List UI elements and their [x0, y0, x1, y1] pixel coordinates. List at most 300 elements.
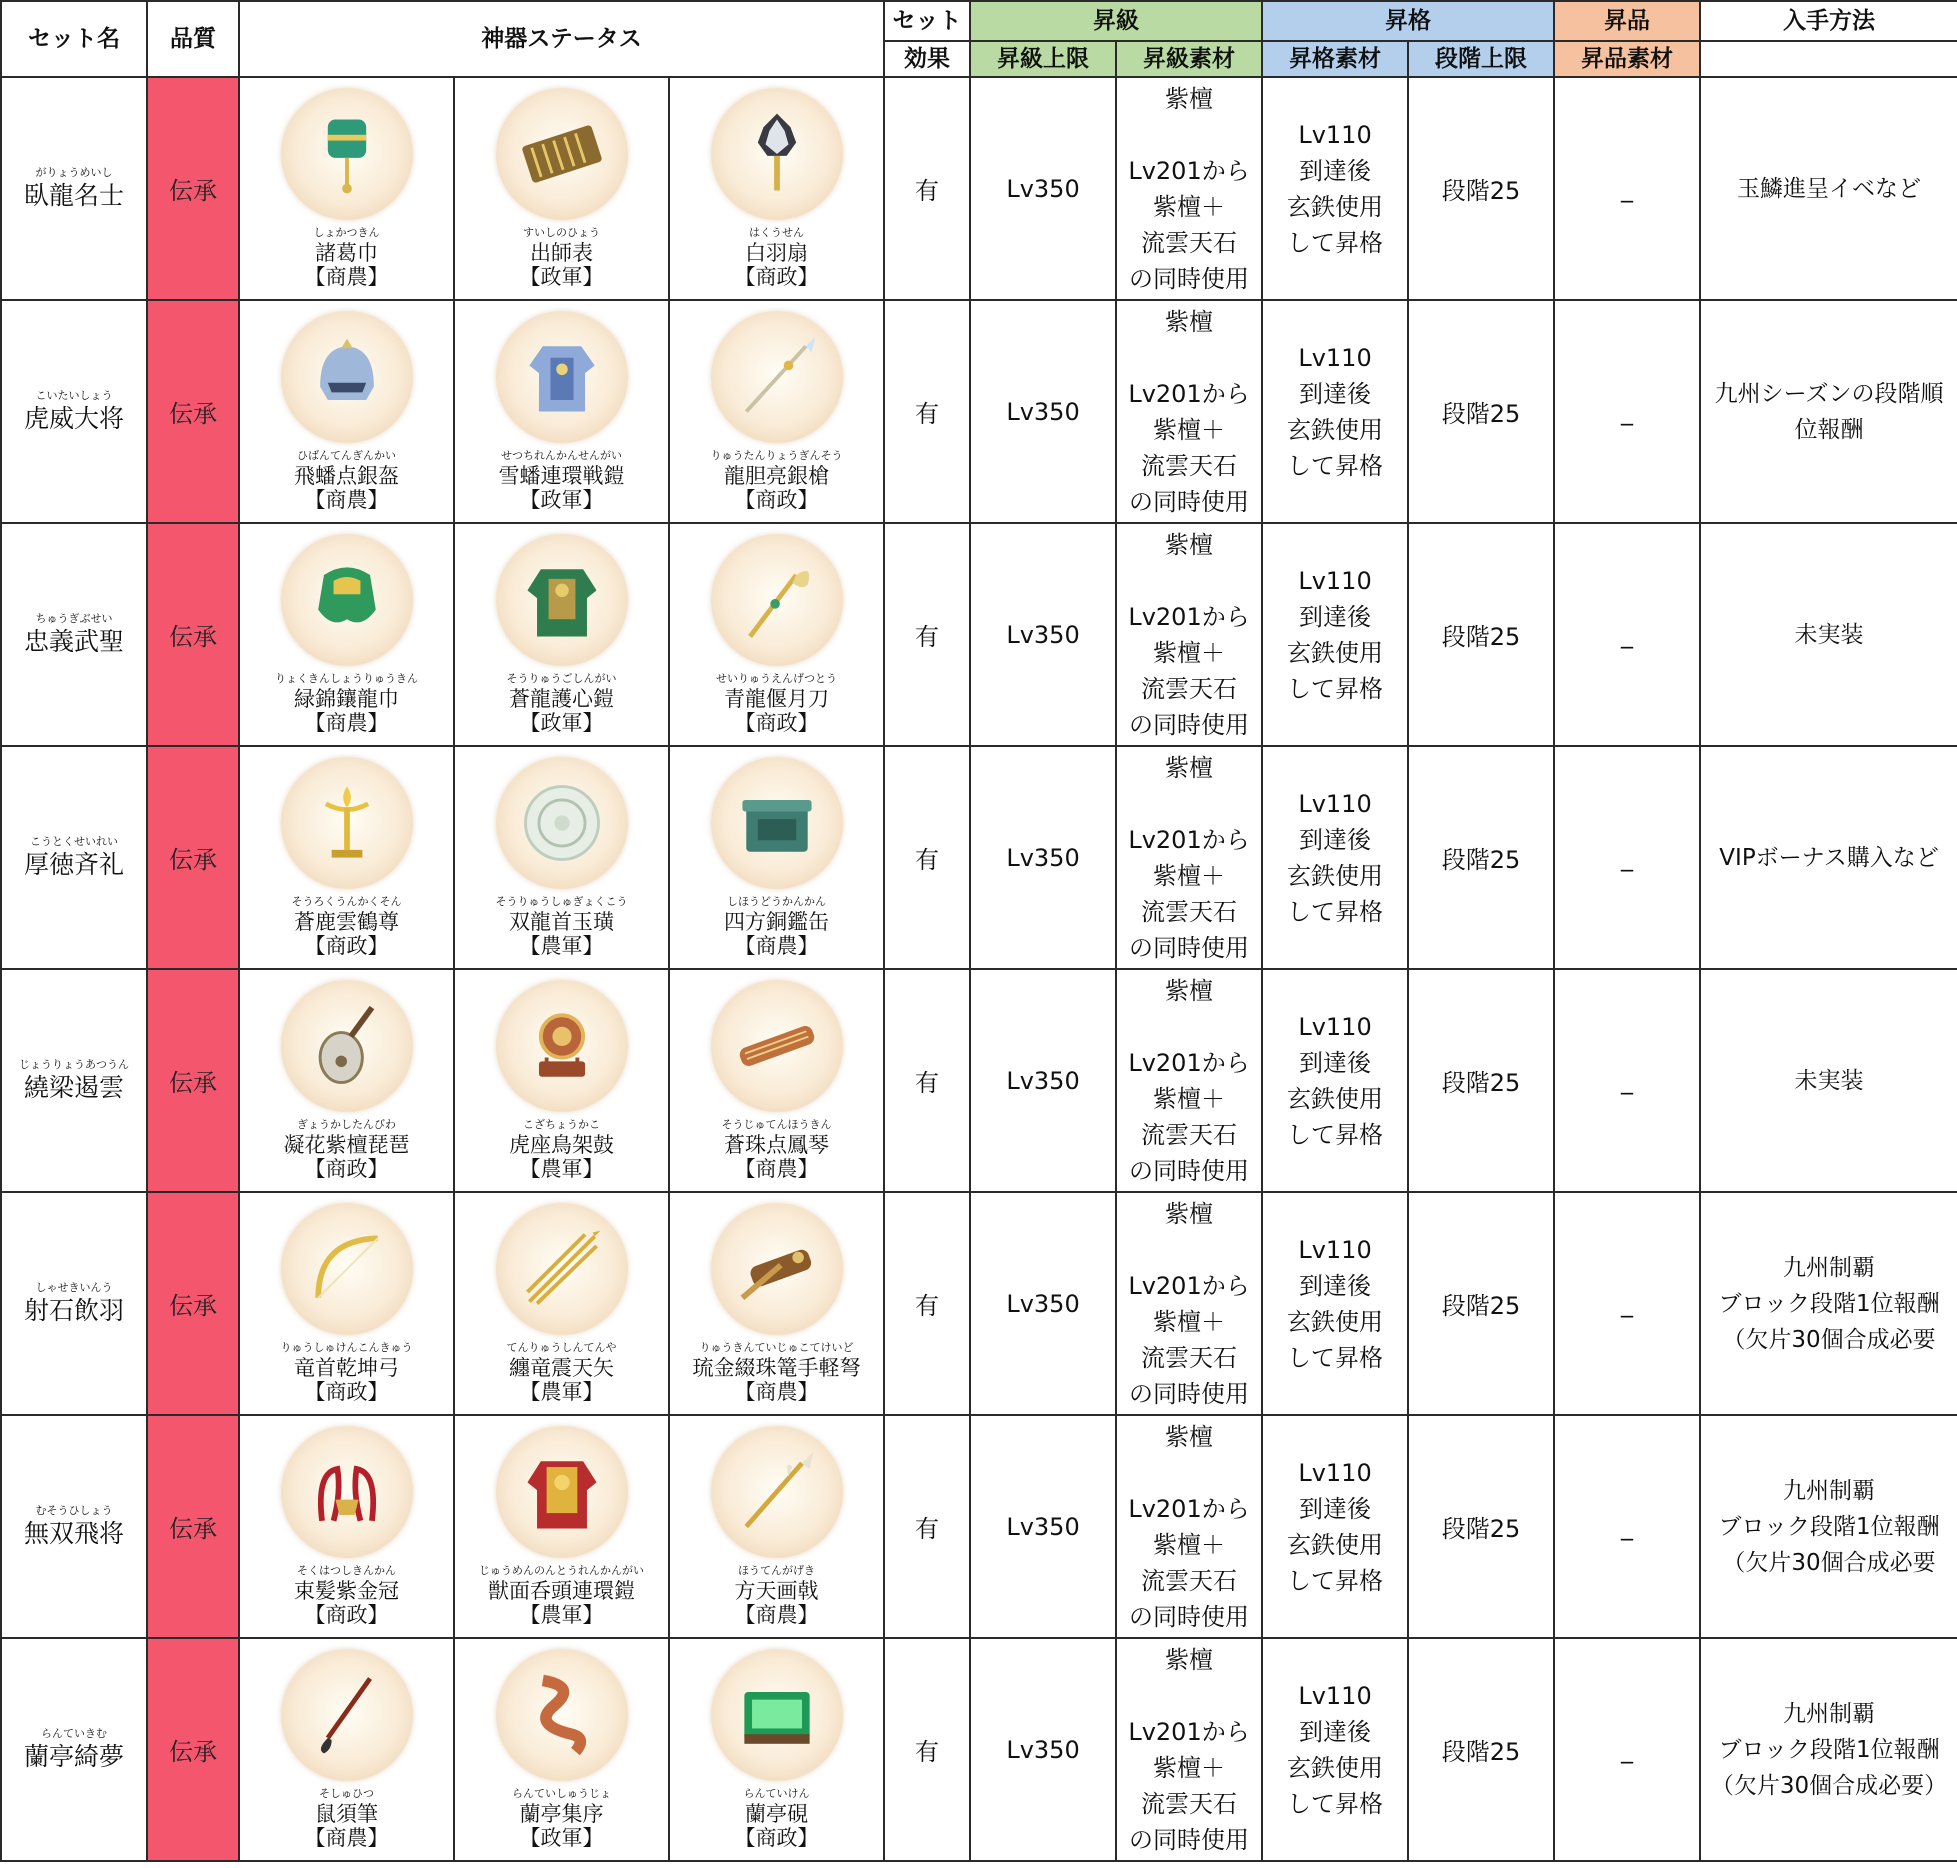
artifact-class: 【商政】 — [734, 1826, 819, 1850]
upgrade-material-cell — [1116, 1415, 1262, 1638]
obtain-line: （欠片30個合成必要 — [1722, 1549, 1936, 1576]
promo-line: 玄鉄使用 — [1287, 638, 1384, 667]
obtain-cell — [1700, 1415, 1957, 1638]
artifact-class: 【農軍】 — [519, 1603, 604, 1627]
artifact-name: 飛蟠点銀盔 — [294, 464, 399, 488]
promo-line: 到達後 — [1299, 1717, 1372, 1746]
gold-armor-icon — [496, 1426, 628, 1558]
artifact-cell — [669, 1192, 884, 1415]
artifact-name: 青龍偃月刀 — [724, 687, 830, 711]
set-name: 蘭亭綺夢 — [23, 1742, 124, 1771]
artifact-cell — [239, 523, 454, 746]
material-line: 紫檀＋ — [1153, 1753, 1226, 1782]
promo-line: 玄鉄使用 — [1287, 192, 1384, 221]
header-promote-material: 昇格素材 — [1262, 41, 1408, 77]
artifact-ruby: せいりゅうえんげつとう — [716, 672, 838, 685]
set-effect-cell: 有 — [884, 1192, 970, 1415]
artifact-cell — [454, 300, 669, 523]
upgrade-cap-cell: Lv350 — [970, 77, 1116, 300]
artifact-ruby: てんりゅうしんてんや — [506, 1341, 617, 1354]
set-name-ruby: らんていきむ — [41, 1727, 107, 1740]
obtain-line: 未実装 — [1794, 621, 1864, 648]
obtain-line: VIPボーナス購入など — [1719, 844, 1939, 871]
obtain-line: 九州制覇 — [1783, 1700, 1876, 1727]
artifact-cell — [669, 1638, 884, 1861]
artifact-cell — [239, 1638, 454, 1861]
material-line: 紫檀＋ — [1153, 192, 1226, 221]
artifact-ruby: しょかつきん — [313, 226, 380, 239]
table-row — [1, 1638, 1957, 1861]
material-line: 流雲天石 — [1141, 1566, 1238, 1595]
feather-fan-icon — [711, 88, 843, 220]
promote-material-cell — [1262, 1415, 1408, 1638]
promo-line: して昇格 — [1287, 897, 1384, 926]
upgrade-cap-cell: Lv350 — [970, 746, 1116, 969]
material-line: 紫檀 — [1165, 753, 1214, 782]
material-line: 紫檀 — [1165, 1199, 1214, 1228]
refine-material-cell: _ — [1554, 77, 1700, 300]
artifact-name: 龍胆亮銀槍 — [724, 464, 830, 488]
artifact-ruby: らんていけん — [743, 1787, 810, 1800]
obtain-cell — [1700, 300, 1957, 523]
green-hat-icon — [281, 88, 413, 220]
set-name-ruby: しゃせきいんう — [35, 1281, 113, 1294]
table-row — [1, 523, 1957, 746]
obtain-line: （欠片30個合成必要） — [1710, 1772, 1948, 1799]
header-obtain-blank — [1700, 41, 1957, 77]
artifact-class: 【商農】 — [304, 711, 389, 735]
artifact-ruby: ほうてんがげき — [738, 1564, 816, 1577]
artifact-cell — [669, 969, 884, 1192]
promo-line: 到達後 — [1299, 602, 1372, 631]
zither-icon — [711, 980, 843, 1112]
artifact-ruby: ひばんてんぎんかい — [297, 449, 396, 462]
upgrade-cap-cell: Lv350 — [970, 1638, 1116, 1861]
promo-line: 到達後 — [1299, 1048, 1372, 1077]
obtain-cell — [1700, 77, 1957, 300]
refine-material-cell: _ — [1554, 1415, 1700, 1638]
artifact-ruby: はくうせん — [749, 226, 805, 239]
obtain-cell — [1700, 746, 1957, 969]
material-line: 流雲天石 — [1141, 451, 1238, 480]
set-name-ruby: こいたいしょう — [35, 389, 113, 402]
promo-line: 到達後 — [1299, 825, 1372, 854]
obtain-line: 位報酬 — [1794, 416, 1864, 443]
inkstone-icon — [711, 1649, 843, 1781]
artifact-name: 蒼珠点鳳琴 — [724, 1133, 830, 1157]
artifact-name: 蘭亭集序 — [519, 1802, 604, 1826]
obtain-line: （欠片30個合成必要 — [1722, 1326, 1936, 1353]
set-name: 繞梁遏雲 — [23, 1073, 124, 1102]
upgrade-material-cell — [1116, 746, 1262, 969]
material-line: の同時使用 — [1129, 487, 1250, 516]
artifact-class: 【農軍】 — [519, 1157, 604, 1181]
promo-line: Lv110 — [1298, 1458, 1372, 1487]
artifact-ruby: りゅうたんりょうぎんそう — [710, 449, 843, 462]
table-row — [1, 1192, 1957, 1415]
promo-line: して昇格 — [1287, 1120, 1384, 1149]
header-upgrade: 昇級 — [970, 1, 1262, 41]
material-line: 紫檀 — [1165, 307, 1214, 336]
set-name-cell — [1, 77, 147, 300]
promo-line: Lv110 — [1298, 1012, 1372, 1041]
artifact-cell — [239, 746, 454, 969]
artifact-class: 【商政】 — [734, 711, 819, 735]
header-obtain: 入手方法 — [1700, 1, 1957, 41]
artifact-class: 【政軍】 — [519, 1826, 604, 1850]
artifact-cell — [454, 1638, 669, 1861]
artifact-ruby: りょくきんしょうりゅうきん — [275, 672, 418, 685]
upgrade-cap-cell: Lv350 — [970, 523, 1116, 746]
artifact-ruby: ぎょうかしたんびわ — [297, 1118, 396, 1131]
material-line: 紫檀＋ — [1153, 638, 1226, 667]
set-effect-cell: 有 — [884, 1638, 970, 1861]
set-name: 射石飲羽 — [23, 1296, 124, 1325]
material-line: の同時使用 — [1129, 1156, 1250, 1185]
golden-vessel-icon — [281, 757, 413, 889]
promote-material-cell — [1262, 1192, 1408, 1415]
promo-line: Lv110 — [1298, 343, 1372, 372]
promo-line: 玄鉄使用 — [1287, 1307, 1384, 1336]
material-line: Lv201から — [1128, 1494, 1250, 1523]
material-line: 紫檀 — [1165, 976, 1214, 1005]
upgrade-material-cell — [1116, 1192, 1262, 1415]
upgrade-material-cell — [1116, 1638, 1262, 1861]
stage-cap-cell: 段階25 — [1408, 1192, 1554, 1415]
artifact-name: 蒼鹿雲鶴尊 — [294, 910, 399, 934]
set-name-cell — [1, 1638, 147, 1861]
artifact-cell — [669, 1415, 884, 1638]
upgrade-material-cell — [1116, 77, 1262, 300]
helmet-icon — [281, 311, 413, 443]
material-line: 紫檀 — [1165, 530, 1214, 559]
material-line: 流雲天石 — [1141, 1343, 1238, 1372]
spear-icon — [711, 311, 843, 443]
obtain-line: ブロック段階1位報酬 — [1718, 1736, 1940, 1763]
artifact-ruby: しほうどうかんかん — [727, 895, 827, 908]
artifact-cell — [669, 746, 884, 969]
artifact-ruby: りゅうしゅけんこんきゅう — [280, 1341, 413, 1354]
stage-cap-cell: 段階25 — [1408, 1638, 1554, 1861]
artifact-name: 出師表 — [530, 241, 593, 265]
set-name-cell — [1, 523, 147, 746]
material-line: 紫檀＋ — [1153, 1084, 1226, 1113]
header-set-name: セット名 — [1, 1, 147, 77]
table-row — [1, 77, 1957, 300]
drum-icon — [496, 980, 628, 1112]
artifact-name: 琉金綴珠篭手軽弩 — [692, 1356, 861, 1380]
artifact-class: 【政軍】 — [519, 711, 604, 735]
header-refine: 昇品 — [1554, 1, 1700, 41]
brush-icon — [281, 1649, 413, 1781]
set-name-cell — [1, 969, 147, 1192]
artifact-name: 蒼龍護心鎧 — [509, 687, 614, 711]
promote-material-cell — [1262, 746, 1408, 969]
material-line: の同時使用 — [1129, 1379, 1250, 1408]
crossbow-icon — [711, 1203, 843, 1335]
jade-disc-icon — [496, 757, 628, 889]
material-line: Lv201から — [1128, 156, 1250, 185]
quality-cell: 伝承 — [147, 969, 239, 1192]
artifact-ruby: そうりゅうごしんがい — [506, 672, 617, 685]
material-line: の同時使用 — [1129, 933, 1250, 962]
promo-line: 到達後 — [1299, 1271, 1372, 1300]
artifact-class: 【商政】 — [734, 488, 819, 512]
set-name-ruby: こうとくせいれい — [30, 835, 118, 848]
promo-line: Lv110 — [1298, 789, 1372, 818]
bow-icon — [281, 1203, 413, 1335]
artifact-cell — [669, 523, 884, 746]
artifact-name: 方天画戟 — [734, 1579, 819, 1603]
artifact-cell — [239, 1192, 454, 1415]
material-line: Lv201から — [1128, 1271, 1250, 1300]
obtain-line: 九州シーズンの段階順 — [1714, 380, 1944, 407]
promo-line: して昇格 — [1287, 451, 1384, 480]
set-name: 虎威大将 — [23, 404, 124, 433]
material-line: 流雲天石 — [1141, 897, 1238, 926]
set-name-ruby: じょうりょうあつうん — [19, 1058, 129, 1071]
header-upgrade-cap: 昇級上限 — [970, 41, 1116, 77]
artifact-ruby: すいしのひょう — [523, 226, 600, 239]
table-row — [1, 300, 1957, 523]
artifact-cell — [669, 77, 884, 300]
quality-cell: 伝承 — [147, 1638, 239, 1861]
set-name-ruby: ちゅうぎぶせい — [35, 612, 113, 625]
promo-line: して昇格 — [1287, 228, 1384, 257]
obtain-line: 玉鱗進呈イベなど — [1737, 175, 1922, 202]
set-effect-cell: 有 — [884, 523, 970, 746]
upgrade-cap-cell: Lv350 — [970, 969, 1116, 1192]
armor-icon — [496, 311, 628, 443]
material-line: Lv201から — [1128, 1717, 1250, 1746]
artifact-ruby: そうじゅてんほうきん — [721, 1118, 832, 1131]
artifact-cell — [454, 523, 669, 746]
promote-material-cell — [1262, 523, 1408, 746]
green-armor-icon — [496, 534, 628, 666]
artifact-class: 【商政】 — [304, 1157, 389, 1181]
upgrade-cap-cell: Lv350 — [970, 1192, 1116, 1415]
material-line: 流雲天石 — [1141, 1789, 1238, 1818]
stage-cap-cell: 段階25 — [1408, 1415, 1554, 1638]
obtain-cell — [1700, 969, 1957, 1192]
artifact-name: 緑錦鑲龍巾 — [294, 687, 399, 711]
set-name: 厚徳斉礼 — [23, 850, 124, 879]
stage-cap-cell: 段階25 — [1408, 77, 1554, 300]
table-row — [1, 969, 1957, 1192]
obtain-line: 未実装 — [1794, 1067, 1864, 1094]
artifact-name: 雪蟠連環戦鎧 — [498, 464, 625, 488]
promo-line: Lv110 — [1298, 566, 1372, 595]
material-line: 紫檀＋ — [1153, 415, 1226, 444]
promote-material-cell — [1262, 969, 1408, 1192]
set-name-ruby: がりょうめいし — [35, 166, 113, 179]
set-name: 臥龍名士 — [23, 181, 124, 210]
obtain-line: 九州制覇 — [1783, 1254, 1876, 1281]
promo-line: Lv110 — [1298, 120, 1372, 149]
table-row — [1, 746, 1957, 969]
quality-cell: 伝承 — [147, 77, 239, 300]
stage-cap-cell: 段階25 — [1408, 969, 1554, 1192]
artifact-ruby: そしゅひつ — [319, 1787, 374, 1800]
promo-line: 玄鉄使用 — [1287, 861, 1384, 890]
artifact-class: 【商農】 — [304, 265, 389, 289]
set-effect-cell: 有 — [884, 300, 970, 523]
stage-cap-cell: 段階25 — [1408, 746, 1554, 969]
promote-material-cell — [1262, 77, 1408, 300]
artifact-cell — [454, 77, 669, 300]
artifact-name: 纏竜震天矢 — [509, 1356, 614, 1380]
set-name-cell — [1, 1415, 147, 1638]
set-name-cell — [1, 300, 147, 523]
header-promote: 昇格 — [1262, 1, 1554, 41]
artifact-ruby: せつちれんかんせんがい — [501, 449, 622, 462]
material-line: 流雲天石 — [1141, 1120, 1238, 1149]
material-line: 紫檀＋ — [1153, 1530, 1226, 1559]
set-effect-cell: 有 — [884, 1415, 970, 1638]
stage-cap-cell: 段階25 — [1408, 300, 1554, 523]
artifact-class: 【農軍】 — [519, 1380, 604, 1404]
upgrade-cap-cell: Lv350 — [970, 300, 1116, 523]
artifact-ruby: そうろくうんかくそん — [291, 895, 402, 908]
header-set-effect-line2: 効果 — [884, 41, 970, 77]
material-line: 紫檀＋ — [1153, 861, 1226, 890]
artifact-class: 【商政】 — [304, 1603, 389, 1627]
artifact-cell — [239, 969, 454, 1192]
material-line: 紫檀＋ — [1153, 1307, 1226, 1336]
artifact-ruby: こざちょうかこ — [523, 1118, 600, 1131]
quality-cell: 伝承 — [147, 300, 239, 523]
promo-line: 到達後 — [1299, 379, 1372, 408]
set-effect-cell: 有 — [884, 746, 970, 969]
artifact-name: 獣面呑頭連環鎧 — [488, 1579, 635, 1603]
set-effect-cell: 有 — [884, 77, 970, 300]
artifact-class: 【商農】 — [734, 934, 819, 958]
artifact-ruby: じゅうめんのんとうれんかんがい — [479, 1564, 644, 1577]
set-name-cell — [1, 1192, 147, 1415]
refine-material-cell: _ — [1554, 746, 1700, 969]
halberd-icon — [711, 1426, 843, 1558]
ribbon-scroll-icon — [496, 1649, 628, 1781]
artifact-class: 【商農】 — [734, 1603, 819, 1627]
material-line: の同時使用 — [1129, 1602, 1250, 1631]
header-set-effect-line1: セット — [884, 1, 970, 41]
table-body — [1, 77, 1957, 1861]
stage-cap-cell: 段階25 — [1408, 523, 1554, 746]
material-line: の同時使用 — [1129, 1825, 1250, 1854]
promo-line: Lv110 — [1298, 1235, 1372, 1264]
material-line: 流雲天石 — [1141, 228, 1238, 257]
obtain-cell — [1700, 1192, 1957, 1415]
promo-line: して昇格 — [1287, 1343, 1384, 1372]
upgrade-material-cell — [1116, 300, 1262, 523]
promo-line: 到達後 — [1299, 156, 1372, 185]
material-line: の同時使用 — [1129, 710, 1250, 739]
artifact-cell — [454, 746, 669, 969]
artifact-class: 【政軍】 — [519, 488, 604, 512]
material-line: 流雲天石 — [1141, 674, 1238, 703]
refine-material-cell: _ — [1554, 300, 1700, 523]
obtain-cell — [1700, 1638, 1957, 1861]
refine-material-cell: _ — [1554, 969, 1700, 1192]
artifact-cell — [239, 1415, 454, 1638]
upgrade-material-cell — [1116, 969, 1262, 1192]
promo-line: Lv110 — [1298, 1681, 1372, 1710]
artifact-class: 【商政】 — [304, 934, 389, 958]
set-name-cell — [1, 746, 147, 969]
promo-line: して昇格 — [1287, 1566, 1384, 1595]
artifact-class: 【商政】 — [304, 1380, 389, 1404]
promote-material-cell — [1262, 300, 1408, 523]
obtain-line: ブロック段階1位報酬 — [1718, 1513, 1940, 1540]
artifact-class: 【商農】 — [734, 1380, 819, 1404]
artifact-class: 【商政】 — [734, 265, 819, 289]
material-line: の同時使用 — [1129, 264, 1250, 293]
set-name-ruby: むそうひしょう — [35, 1504, 113, 1517]
promo-line: 到達後 — [1299, 1494, 1372, 1523]
bronze-box-icon — [711, 757, 843, 889]
crown-icon — [281, 1426, 413, 1558]
artifact-name: 蘭亭硯 — [745, 1802, 809, 1826]
artifact-cell — [669, 300, 884, 523]
promo-line: 玄鉄使用 — [1287, 415, 1384, 444]
promo-line: 玄鉄使用 — [1287, 1084, 1384, 1113]
obtain-line: 九州制覇 — [1783, 1477, 1876, 1504]
artifact-class: 【商農】 — [734, 1157, 819, 1181]
artifact-ruby: そくはつしきんかん — [297, 1564, 396, 1577]
table-row — [1, 1415, 1957, 1638]
artifact-name: 竜首乾坤弓 — [294, 1356, 399, 1380]
artifact-cell — [454, 1192, 669, 1415]
artifact-name: 凝花紫檀琵琶 — [283, 1133, 410, 1157]
artifact-class: 【商農】 — [304, 488, 389, 512]
quality-cell: 伝承 — [147, 523, 239, 746]
artifact-ruby: らんていしゅうじょ — [512, 1787, 611, 1800]
refine-material-cell: _ — [1554, 1638, 1700, 1861]
refine-material-cell: _ — [1554, 1192, 1700, 1415]
quality-cell: 伝承 — [147, 1415, 239, 1638]
artifact-name: 四方銅鑑缶 — [724, 910, 830, 934]
glaive-icon — [711, 534, 843, 666]
artifact-name: 鼠須筆 — [315, 1802, 378, 1826]
header-status: 神器ステータス — [239, 1, 884, 77]
quality-cell: 伝承 — [147, 1192, 239, 1415]
upgrade-cap-cell: Lv350 — [970, 1415, 1116, 1638]
artifact-ruby: そうりゅうしゅぎょくこう — [495, 895, 628, 908]
artifact-cell — [239, 300, 454, 523]
artifact-cell — [454, 969, 669, 1192]
upgrade-material-cell — [1116, 523, 1262, 746]
artifact-name: 白羽扇 — [745, 241, 809, 265]
promo-line: 玄鉄使用 — [1287, 1530, 1384, 1559]
set-name: 無双飛将 — [23, 1519, 124, 1548]
green-cloth-icon — [281, 534, 413, 666]
artifact-cell — [454, 1415, 669, 1638]
header-upgrade-material: 昇級素材 — [1116, 41, 1262, 77]
promo-line: して昇格 — [1287, 674, 1384, 703]
lute-icon — [281, 980, 413, 1112]
obtain-cell — [1700, 523, 1957, 746]
arrows-icon — [496, 1203, 628, 1335]
material-line: 紫檀 — [1165, 1645, 1214, 1674]
header-stage-cap: 段階上限 — [1408, 41, 1554, 77]
quality-cell: 伝承 — [147, 746, 239, 969]
material-line: Lv201から — [1128, 379, 1250, 408]
artifact-name: 諸葛巾 — [315, 241, 378, 265]
artifact-cell — [239, 77, 454, 300]
material-line: Lv201から — [1128, 602, 1250, 631]
artifact-ruby: りゅうきんていじゅこてけいど — [699, 1341, 854, 1354]
promo-line: して昇格 — [1287, 1789, 1384, 1818]
